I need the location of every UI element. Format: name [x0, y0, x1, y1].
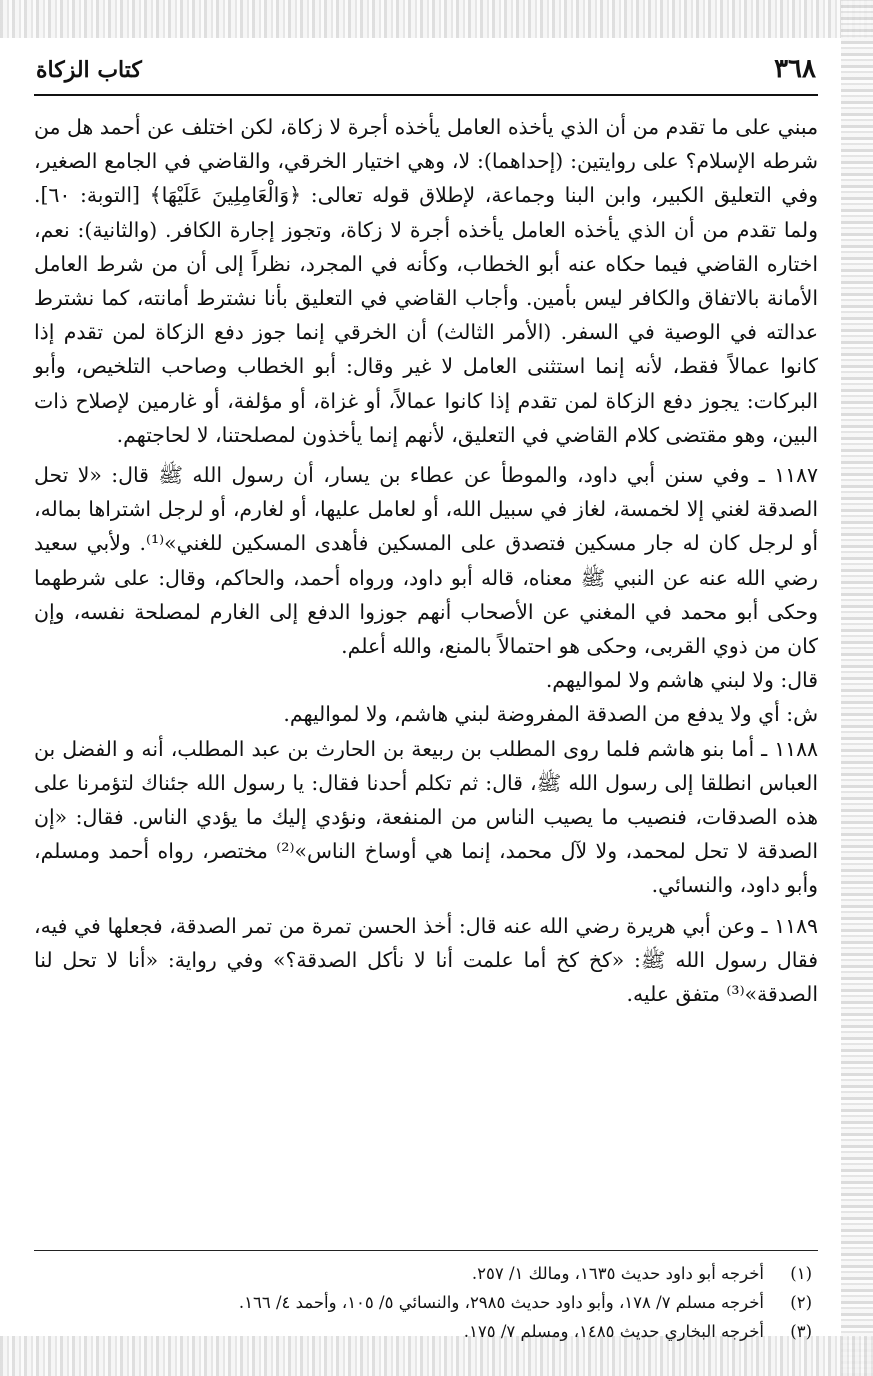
- paragraph: مبني على ما تقدم من أن الذي يأخذه العامل يأخذه أجرة لا زكاة، لكن اختلف عن أحمد هل من شرطه الإسلام؟ على روايتين: (إحداهما): لا، وهي اختيار الخرقي، والقاضي في الجامع الصغير، وفي التعليق الكبير، وابن البنا وجماعة، لإطلاق قوله تعالى: ﴿وَالْعَامِلِينَ عَلَيْهَا﴾ [التوبة: ٦٠]. ولما تقدم من أن الذي يأخذه العامل يأخذه أجرة لا زكاة، وتجوز إجارة الكافر. (والثانية): نعم، اختاره القاضي فيما حكاه عنه أبو الخطاب، وكأنه في المجرد، نظراً إلى أن من شرط العامل الأمانة بالاتفاق والكافر ليس بأمين. وأجاب القاضي في التعليق بأنا نشترط أمانته، كما نشترط عدالته في الوصية في السفر. (الأمر الثالث) أن الخرقي إنما جوز دفع الزكاة لمن تقدم إذا كانوا عمالاً فقط، لأنه إنما استثنى العامل لا غير وقال: أبو الخطاب وصاحب التلخيص، وأبو البركات: يجوز دفع الزكاة لمن تقدم إذا كانوا عمالاً، أو غزاة، أو مؤلفة، أو غارمين لإصلاح ذات البين، وهو مقتضى كلام القاضي في التعليق، لأنهم إنما يأخذون لمصلحتنا، لا لحاجتهم.: [34, 115, 818, 447]
- footnotes: [34, 1250, 818, 1346]
- book-title: كتاب الزكاة: [36, 57, 142, 83]
- page-header: [34, 54, 818, 96]
- footnote-text: أخرجه البخاري حديث ١٤٨٥، ومسلم ٧/ ١٧٥.: [463, 1322, 764, 1341]
- footnote-number: (١): [790, 1264, 812, 1283]
- paragraph-hadith-1188: ١١٨٨ ـ أما بنو هاشم فلما روى المطلب بن ربيعة بن الحارث بن عبد المطلب، أنه و الفضل بن العباس انطلقا إلى رسول الله ﷺ، قال: ثم تكلم أحدنا فقال: يا رسول الله جئناك لتؤمرنا على هذه الصدقات، فنصيب ما يصيب الناس من المنفعة، ونؤدي إليك ما يؤدي الناس. فقال: «إن الصدقة لا تحل لمحمد، ولا لآل محمد، إنما هي أوساخ الناس»⁽²⁾ مختصر، رواه أحمد ومسلم، وأبو داود، والنسائي.: [34, 736, 818, 898]
- footnote: [34, 1259, 818, 1288]
- paragraph-hadith-1189: ١١٨٩ ـ وعن أبي هريرة رضي الله عنه قال: أخذ الحسن تمرة من تمر الصدقة، فجعلها في فيه، فقال رسول الله ﷺ: «كخ كخ أما علمت أنا لا نأكل الصدقة؟» وفي رواية: «أنا لا تحل لنا الصدقة»⁽³⁾ متفق عليه.: [34, 913, 818, 1007]
- body-text: [34, 110, 818, 1011]
- decorative-right-border: [841, 0, 873, 1376]
- footnote-text: أخرجه أبو داود حديث ١٦٣٥، ومالك ١/ ٢٥٧.: [471, 1264, 764, 1283]
- paragraph-matn: قال: ولا لبني هاشم ولا لمواليهم.: [545, 668, 818, 693]
- decorative-top-border: [0, 0, 873, 38]
- footnote: [34, 1317, 818, 1346]
- paragraph-hadith-1187: ١١٨٧ ـ وفي سنن أبي داود، والموطأ عن عطاء بن يسار، أن رسول الله ﷺ قال: «لا تحل الصدقة لغني إلا لخمسة، لغاز في سبيل الله، أو لعامل عليها، أو لغارم، أو لرجل اشتراها بماله، أو لرجل كان له جار مسكين فتصدق على المسكين فأهدى المسكين للغني»⁽¹⁾. ولأبي سعيد رضي الله عنه عن النبي ﷺ معناه، قاله أبو داود، ورواه أحمد، والحاكم، وقال: على شرطهما وحكى أبو محمد في المغني عن الأصحاب أنهم جوزوا الدفع إلى الغارم لمصلحة نفسه، وإن كان من ذوي القربى، وحكى هو احتمالاً بالمنع، والله أعلم.: [34, 463, 818, 659]
- footnote: [34, 1288, 818, 1317]
- footnote-number: (٢): [790, 1293, 812, 1312]
- page: [34, 54, 818, 1341]
- page-number: ٣٦٨: [774, 54, 816, 84]
- paragraph-sharh: ش: أي ولا يدفع من الصدقة المفروضة لبني هاشم، ولا لمواليهم.: [283, 702, 818, 727]
- footnote-number: (٣): [790, 1322, 812, 1341]
- footnote-text: أخرجه مسلم ٧/ ١٧٨، وأبو داود حديث ٢٩٨٥، والنسائي ٥/ ١٠٥، وأحمد ٤/ ١٦٦.: [238, 1293, 764, 1312]
